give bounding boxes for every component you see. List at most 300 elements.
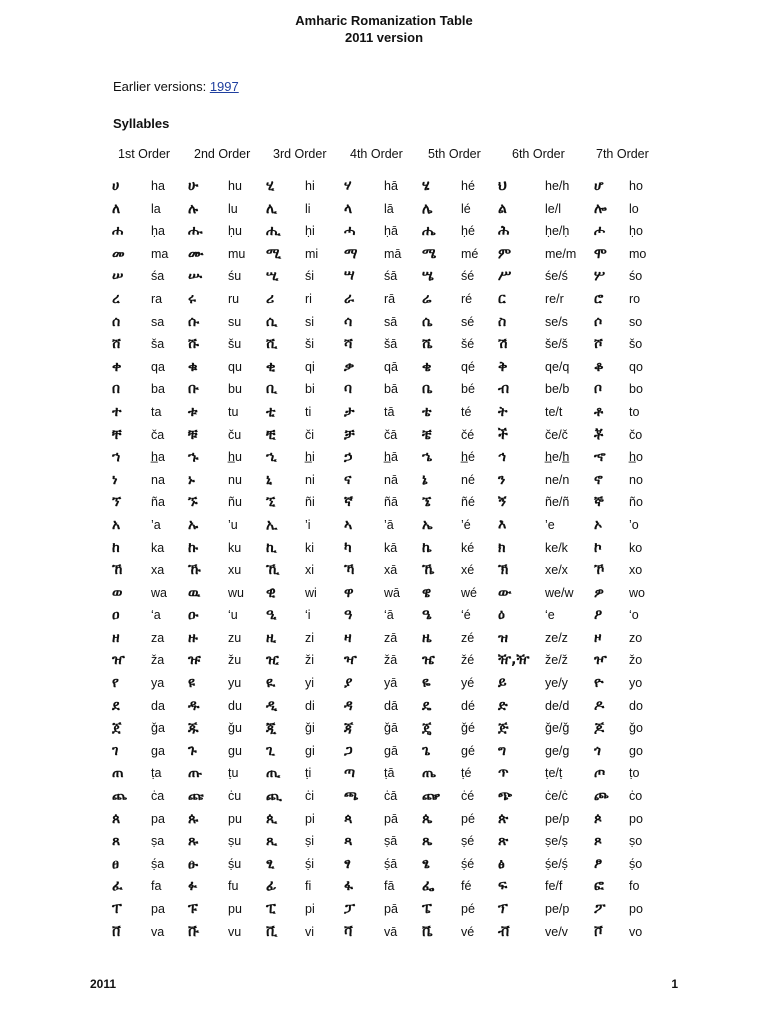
- fidel-character: ራ: [344, 290, 355, 307]
- fidel-character: ዡ: [188, 652, 201, 669]
- fidel-character: ሥ: [498, 268, 512, 285]
- fidel-character: ታ: [344, 403, 355, 420]
- document-subtitle: 2011 version: [344, 30, 424, 45]
- romanization: se/s: [545, 314, 568, 329]
- fidel-character: ዌ: [422, 584, 432, 601]
- romanization: yā: [384, 676, 398, 691]
- fidel-character: ሩ: [188, 290, 196, 307]
- romanization: ge/g: [545, 743, 570, 758]
- earlier-version-1997-link[interactable]: 1997: [209, 79, 239, 94]
- romanization: ċe/ċ: [545, 789, 568, 804]
- fidel-character: ቭ: [498, 923, 510, 940]
- romanization: šé: [461, 337, 475, 352]
- fidel-character: ቀ: [112, 358, 122, 375]
- fidel-character: ኦ: [594, 516, 603, 533]
- fidel-character: ሃ: [344, 178, 352, 194]
- fidel-character: ጬ: [422, 788, 440, 805]
- romanization: mo: [629, 246, 647, 261]
- romanization: ṭā: [384, 766, 395, 781]
- fidel-character: አ: [112, 516, 121, 533]
- fidel-character: ዛ: [344, 629, 352, 646]
- romanization: ċu: [228, 789, 242, 804]
- fidel-character: ጶ: [594, 810, 602, 827]
- fidel-character: ዉ: [188, 584, 201, 601]
- fidel-character: ሾ: [594, 336, 603, 353]
- order-header-4: 4th Order: [350, 147, 403, 161]
- fidel-character: ጥ: [498, 765, 509, 782]
- syllable-row: [0, 538, 768, 561]
- romanization: ma: [151, 246, 169, 261]
- fidel-character: ፖ: [594, 901, 606, 917]
- fidel-character: ቾ: [594, 426, 604, 443]
- romanization: že/ž: [545, 653, 568, 668]
- romanization: pu: [228, 811, 242, 826]
- fidel-character: ጳ: [344, 810, 353, 827]
- romanization: lé: [461, 201, 471, 216]
- romanization: ǧo: [629, 721, 643, 736]
- order-header-5: 5th Order: [428, 147, 481, 161]
- romanization: de/d: [545, 698, 570, 713]
- footer-year: 2011: [90, 977, 117, 991]
- romanization: po: [629, 902, 643, 916]
- syllable-row: [0, 876, 768, 899]
- romanization: zu: [228, 630, 242, 645]
- fidel-character: ፐ: [112, 901, 122, 917]
- fidel-character: ጌ: [422, 742, 431, 759]
- fidel-character: ጼ: [422, 833, 433, 850]
- fidel-character: ሽ: [498, 336, 508, 353]
- fidel-character: ሳ: [344, 313, 353, 330]
- fidel-character: ዤ: [422, 652, 435, 669]
- romanization: pi: [305, 902, 315, 916]
- romanization: ‘o: [629, 608, 639, 623]
- romanization: mā: [384, 246, 402, 261]
- romanization: ’a: [151, 517, 161, 532]
- romanization: ḥa: [151, 224, 165, 239]
- romanization: di: [305, 698, 315, 713]
- romanization: qu: [228, 359, 242, 374]
- romanization: yé: [461, 676, 475, 691]
- fidel-character: ገ: [112, 742, 119, 759]
- fidel-character: ዎ: [594, 584, 604, 601]
- romanization: so: [629, 314, 643, 329]
- fidel-character: ማ: [344, 245, 358, 262]
- fidel-character: ግ: [498, 742, 507, 759]
- fidel-character: ጉ: [188, 742, 197, 759]
- romanization: sā: [384, 314, 398, 329]
- romanization: wé: [461, 585, 477, 600]
- fidel-character: ለ: [112, 200, 121, 217]
- romanization: ċé: [461, 789, 475, 804]
- syllable-row: [0, 560, 768, 583]
- fidel-character: ኁ: [188, 449, 199, 466]
- romanization: we/w: [545, 585, 574, 600]
- fidel-character: ኒ: [266, 471, 272, 488]
- syllable-row: [0, 199, 768, 222]
- fidel-character: ፆ: [594, 855, 603, 872]
- fidel-character: ዔ: [422, 607, 432, 624]
- romanization: ṣ́o: [629, 856, 643, 871]
- romanization: ‘i: [305, 608, 311, 623]
- fidel-character: ዠ: [112, 652, 125, 669]
- romanization: ‘ā: [384, 608, 394, 623]
- fidel-character: በ: [112, 381, 121, 398]
- romanization: ḥā: [384, 224, 398, 239]
- fidel-character: ሡ: [188, 268, 203, 285]
- romanization: ḥu: [228, 224, 242, 239]
- romanization: ṭé: [461, 766, 472, 781]
- syllable-row: [0, 402, 768, 425]
- fidel-character: ም: [498, 245, 512, 262]
- romanization: čā: [384, 427, 398, 442]
- syllable-row: [0, 696, 768, 719]
- fidel-character: ቹ: [188, 426, 198, 443]
- romanization: xo: [629, 563, 643, 578]
- romanization: ṭa: [151, 766, 162, 781]
- fidel-character: ኙ: [188, 494, 198, 511]
- romanization: śā: [384, 269, 398, 284]
- romanization: ṣ́e/ṣ́: [545, 856, 568, 871]
- fidel-character: ሜ: [422, 245, 437, 262]
- syllable-row: [0, 650, 768, 673]
- fidel-character: ቅ: [498, 358, 508, 375]
- fidel-character: ኛ: [344, 494, 353, 511]
- fidel-character: ሹ: [188, 336, 199, 353]
- fidel-character: ድ: [498, 697, 508, 714]
- romanization: ti: [305, 404, 312, 419]
- fidel-character: ው: [498, 584, 512, 601]
- romanization: pé: [461, 811, 475, 826]
- order-header-row: [0, 147, 768, 165]
- romanization: ké: [461, 540, 475, 555]
- romanization: hu: [228, 179, 242, 193]
- fidel-character: ጡ: [188, 765, 203, 782]
- fidel-character: ኽ: [498, 562, 509, 579]
- syllable-row: [0, 334, 768, 357]
- romanization: ho: [629, 179, 643, 193]
- romanization: hi: [305, 179, 315, 193]
- syllable-row: [0, 470, 768, 493]
- romanization: to: [629, 404, 640, 419]
- romanization: ṭo: [629, 766, 640, 781]
- romanization: ǧi: [305, 721, 315, 736]
- fidel-character: መ: [112, 245, 125, 262]
- fidel-character: ቦ: [594, 381, 603, 398]
- syllable-row: [0, 583, 768, 606]
- order-header-1: 1st Order: [118, 147, 171, 161]
- romanization: wo: [629, 585, 645, 600]
- fidel-character: ጹ: [188, 833, 199, 850]
- romanization: ña: [151, 495, 165, 510]
- romanization: li: [305, 201, 311, 216]
- fidel-character: ፔ: [422, 901, 432, 917]
- fidel-character: ተ: [112, 403, 122, 420]
- romanization: h̲i: [305, 450, 315, 465]
- romanization: zā: [384, 630, 398, 645]
- romanization: zo: [629, 630, 643, 645]
- fidel-character: ጅ: [498, 720, 509, 737]
- fidel-character: ሱ: [188, 313, 200, 330]
- document-title: Amharic Romanization Table: [295, 13, 473, 28]
- romanization: yo: [629, 676, 643, 691]
- romanization: ṣ́a: [151, 856, 165, 871]
- order-header-3: 3rd Order: [273, 147, 327, 161]
- fidel-character: ሼ: [422, 336, 433, 353]
- fidel-character: ሙ: [188, 245, 204, 262]
- fidel-character: ጴ: [422, 810, 433, 827]
- romanization: la: [151, 201, 161, 216]
- romanization: be/b: [545, 382, 570, 397]
- fidel-character: ፉ: [188, 878, 197, 895]
- romanization: h̲e/h̲: [545, 450, 570, 465]
- fidel-character: ዩ: [188, 675, 195, 692]
- fidel-character: ሶ: [594, 313, 603, 330]
- fidel-character: ዱ: [188, 697, 200, 714]
- fidel-character: ጾ: [594, 833, 602, 850]
- romanization: ča: [151, 427, 165, 442]
- romanization: qo: [629, 359, 643, 374]
- fidel-character: ፌ: [422, 878, 435, 895]
- fidel-character: ና: [344, 471, 352, 488]
- fidel-character: ሖ: [594, 223, 606, 240]
- fidel-character: ዚ: [266, 629, 277, 646]
- fidel-character: ጢ: [266, 765, 281, 782]
- romanization: ǧe/ǧ: [545, 721, 570, 736]
- romanization: mi: [305, 246, 319, 261]
- earlier-versions-label: Earlier versions:: [113, 79, 210, 94]
- fidel-character: ዑ: [188, 607, 199, 624]
- romanization: qi: [305, 359, 315, 374]
- fidel-character: ቁ: [188, 358, 198, 375]
- romanization: ru: [228, 291, 240, 306]
- syllable-row: [0, 357, 768, 380]
- fidel-character: ጤ: [422, 765, 436, 782]
- romanization: śe/ś: [545, 269, 568, 284]
- romanization: lu: [228, 201, 238, 216]
- syllable-row: [0, 492, 768, 515]
- romanization: ñé: [461, 495, 475, 510]
- romanization: xa: [151, 563, 165, 578]
- romanization: ke/k: [545, 540, 568, 555]
- order-header-7: 7th Order: [596, 147, 649, 161]
- fidel-character: ሕ: [498, 223, 510, 240]
- romanization: śu: [228, 269, 242, 284]
- romanization: qé: [461, 359, 475, 374]
- fidel-character: ፋ: [344, 878, 353, 895]
- fidel-character: ቢ: [266, 381, 278, 398]
- fidel-character: ጰ: [112, 810, 121, 827]
- fidel-character: ቬ: [422, 923, 433, 940]
- romanization: vā: [384, 924, 398, 939]
- romanization: ba: [151, 382, 165, 397]
- romanization: ya: [151, 676, 165, 691]
- romanization: fa: [151, 879, 162, 894]
- fidel-character: ሉ: [188, 200, 199, 217]
- romanization: né: [461, 472, 475, 487]
- romanization: pe/p: [545, 811, 570, 826]
- fidel-character: ፈ: [112, 878, 123, 895]
- romanization: zé: [461, 630, 475, 645]
- romanization: fe/f: [545, 879, 563, 894]
- syllable-row: [0, 266, 768, 289]
- romanization: žu: [228, 653, 242, 668]
- fidel-character: ዋ: [344, 584, 354, 601]
- fidel-character: ዦ: [594, 652, 607, 669]
- romanization: me/m: [545, 246, 577, 261]
- fidel-character: ፁ: [188, 855, 199, 872]
- romanization: pu: [228, 902, 242, 916]
- romanization: ču: [228, 427, 242, 442]
- romanization: h̲é: [461, 450, 475, 465]
- fidel-character: ሠ: [112, 268, 124, 285]
- fidel-character: ኖ: [594, 471, 603, 488]
- fidel-character: ኻ: [344, 562, 355, 579]
- romanization: gi: [305, 743, 315, 758]
- romanization: nā: [384, 472, 398, 487]
- fidel-character: ላ: [344, 200, 353, 217]
- romanization: no: [629, 472, 643, 487]
- fidel-character: ክ: [498, 539, 506, 556]
- romanization: ‘u: [228, 608, 238, 623]
- romanization: ha: [151, 179, 165, 193]
- fidel-character: ሐ: [112, 223, 124, 240]
- fidel-character: ዊ: [266, 584, 276, 601]
- fidel-character: ወ: [112, 584, 123, 601]
- romanization: śé: [461, 269, 475, 284]
- fidel-character: ኢ: [266, 516, 278, 533]
- fidel-character: ት: [498, 403, 508, 420]
- fidel-character: ደ: [112, 697, 120, 714]
- fidel-character: ሀ: [112, 178, 120, 194]
- romanization: čo: [629, 427, 643, 442]
- fidel-character: ኝ: [498, 494, 507, 511]
- fidel-character: ጸ: [112, 833, 121, 850]
- romanization: ǧa: [151, 721, 165, 736]
- fidel-character: የ: [112, 675, 119, 692]
- syllable-row: [0, 673, 768, 696]
- romanization: gā: [384, 743, 398, 758]
- fidel-character: ያ: [344, 675, 353, 692]
- romanization: bo: [629, 382, 643, 397]
- fidel-character: ዪ: [266, 675, 276, 692]
- fidel-character: ፊ: [266, 878, 277, 895]
- fidel-character: ሒ: [266, 223, 281, 240]
- fidel-character: ጣ: [344, 765, 356, 782]
- fidel-character: ች: [498, 426, 508, 443]
- romanization: tā: [384, 404, 395, 419]
- romanization: ṣa: [151, 834, 165, 849]
- fidel-character: ሓ: [344, 223, 356, 240]
- syllable-row: [0, 831, 768, 854]
- fidel-character: ቶ: [594, 403, 604, 420]
- fidel-character: ዞ: [594, 629, 602, 646]
- fidel-character: ዜ: [422, 629, 432, 646]
- fidel-character: ቲ: [266, 403, 276, 420]
- fidel-character: ዬ: [422, 675, 431, 692]
- romanization: ye/y: [545, 676, 568, 691]
- romanization: hā: [384, 179, 398, 193]
- fidel-character: ሆ: [594, 178, 604, 194]
- fidel-character: ኺ: [266, 562, 280, 579]
- fidel-character: ጵ: [498, 810, 509, 827]
- fidel-character: ኼ: [422, 562, 435, 579]
- fidel-character: ዳ: [344, 697, 353, 714]
- romanization: dé: [461, 698, 475, 713]
- order-header-2: 2nd Order: [194, 147, 251, 161]
- fidel-character: ቫ: [344, 923, 353, 940]
- romanization: gu: [228, 743, 242, 758]
- romanization: wi: [305, 585, 317, 600]
- romanization: žé: [461, 653, 475, 668]
- romanization: fé: [461, 879, 472, 894]
- romanization: yu: [228, 676, 242, 691]
- romanization: té: [461, 404, 472, 419]
- fidel-character: ጁ: [188, 720, 199, 737]
- fidel-character: ዘ: [112, 629, 120, 646]
- syllables-heading: Syllables: [113, 116, 170, 131]
- fidel-character: ሺ: [266, 336, 278, 353]
- romanization: fi: [305, 879, 312, 894]
- fidel-character: ፎ: [594, 878, 604, 895]
- fidel-character: ባ: [344, 381, 353, 398]
- romanization: le/l: [545, 201, 561, 216]
- fidel-character: ስ: [498, 313, 507, 330]
- syllable-row: [0, 628, 768, 651]
- fidel-character: ዓ: [344, 607, 353, 624]
- romanization: bā: [384, 382, 398, 397]
- syllable-row: [0, 786, 768, 809]
- syllable-row: [0, 425, 768, 448]
- romanization: ’é: [461, 517, 471, 532]
- fidel-character: ነ: [112, 471, 118, 488]
- fidel-character: ኄ: [422, 449, 433, 466]
- romanization: hé: [461, 179, 475, 193]
- fidel-character: ሴ: [422, 313, 433, 330]
- romanization: śo: [629, 269, 643, 284]
- order-header-6: 6th Order: [512, 147, 565, 161]
- romanization: rā: [384, 291, 396, 306]
- romanization: h̲a: [151, 450, 165, 465]
- romanization: su: [228, 314, 242, 329]
- fidel-character: ር: [498, 290, 506, 307]
- romanization: bi: [305, 382, 315, 397]
- fidel-character: ኞ: [594, 494, 604, 511]
- fidel-character: ጆ: [594, 720, 605, 737]
- romanization: bu: [228, 382, 242, 397]
- romanization: ‘é: [461, 608, 471, 623]
- fidel-character: ጮ: [594, 788, 609, 805]
- fidel-character: ጽ: [498, 833, 509, 850]
- romanization: ṣ́i: [305, 856, 315, 871]
- romanization: h̲o: [629, 450, 643, 465]
- fidel-character: ቼ: [422, 426, 432, 443]
- fidel-character: ቪ: [266, 923, 278, 940]
- romanization: čé: [461, 427, 475, 442]
- syllable-row: [0, 809, 768, 832]
- romanization: ṣ́ā: [384, 856, 398, 871]
- romanization: fu: [228, 879, 239, 894]
- romanization: vu: [228, 924, 242, 939]
- romanization: ṣi: [305, 834, 315, 849]
- romanization: xi: [305, 563, 315, 578]
- romanization: pi: [305, 811, 315, 826]
- romanization: fo: [629, 879, 640, 894]
- romanization: pa: [151, 811, 165, 826]
- romanization: ṣ́u: [228, 856, 242, 871]
- romanization: lo: [629, 201, 639, 216]
- romanization: pe/p: [545, 902, 570, 916]
- fidel-character: ዖ: [594, 607, 603, 624]
